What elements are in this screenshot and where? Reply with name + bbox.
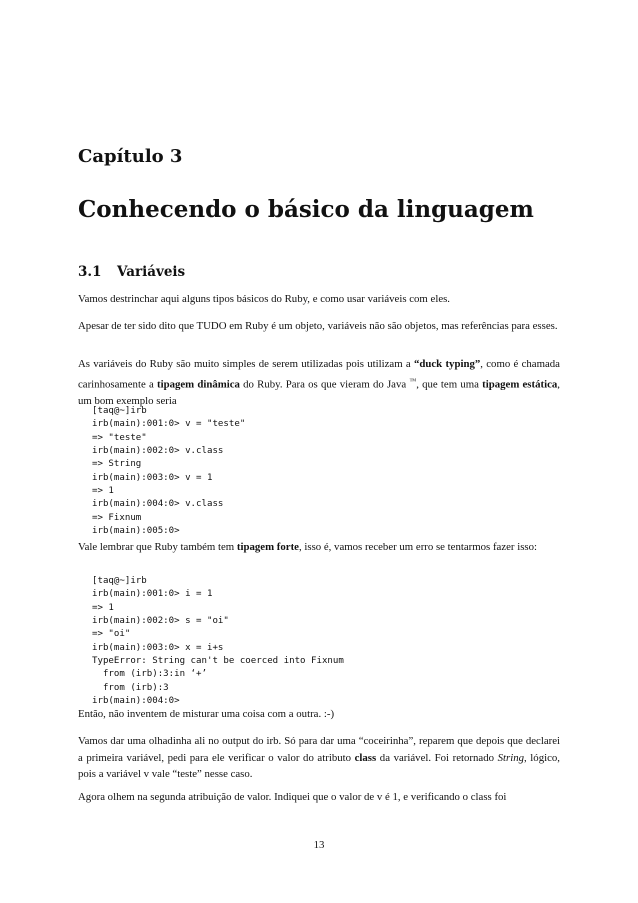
paragraph-irb-output bbox=[78, 733, 560, 783]
text-run: do Ruby. Para os que vieram do Java bbox=[239, 378, 410, 391]
paragraph-intro: Vamos destrinchar aqui alguns tipos básicos do Ruby, e como usar variáveis com eles. bbox=[78, 293, 451, 305]
text-run: , como é chamada carinhosamente a bbox=[78, 358, 560, 391]
bold-term-strong-typing: tipagem forte bbox=[236, 541, 299, 553]
code-block-dynamic-typing: [taq@~]irb irb(main):001:0> v = "teste" => "teste" irb(main):002:0> v.class => String irb(main):003:0> v = 1 => 1 irb(main):004:0> v.class => Fixnum irb(main):005:0> bbox=[92, 406, 246, 537]
paragraph-objects: Apesar de ter sido dito que TUDO em Ruby é um objeto, variáveis não são objetos, mas referências para esses. bbox=[78, 320, 558, 332]
text-run: , um bom exemplo seria bbox=[78, 378, 560, 407]
paragraph-second-assignment: Agora olhem na segunda atribuição de valor. Indiquei que o valor de v é 1, e verificando o class foi bbox=[78, 791, 507, 803]
bold-term-static-typing: tipagem estática bbox=[482, 378, 558, 391]
text-run: , que tem uma bbox=[416, 378, 483, 391]
paragraph-strong-typing bbox=[78, 539, 560, 556]
bold-term-class: class bbox=[354, 751, 377, 764]
code-block-strong-typing: [taq@~]irb irb(main):001:0> i = 1 => 1 irb(main):002:0> s = "oi" => "oi" irb(main):003:0> x = i+s TypeError: String can't be coerced into Fixnum from (irb):3:in ‘+’ from (irb):3 irb(main):004:0> bbox=[92, 576, 344, 707]
text-run: , isso é, vamos receber um erro se tentarmos fazer isso: bbox=[298, 541, 538, 553]
section-title: Variáveis bbox=[117, 264, 186, 280]
chapter-title: Conhecendo o básico da linguagem bbox=[78, 196, 534, 223]
bold-term-dynamic-typing: tipagem dinâmica bbox=[156, 378, 240, 391]
chapter-label: Capítulo 3 bbox=[78, 146, 183, 167]
section-number: 3.1 bbox=[78, 264, 102, 280]
section-heading bbox=[78, 264, 185, 280]
text-run: Vale lembrar que Ruby também tem bbox=[78, 541, 237, 553]
bold-term-duck-typing: “duck typing” bbox=[413, 358, 481, 370]
text-run: Vamos dar uma olhadinha ali no output do irb. Só para dar uma “coceirinha”, reparem que depois que declarei a primeira variável, pedi para ele verificar o valor do atributo bbox=[78, 735, 560, 764]
text-run: , lógico, pois a variável v vale “teste” nesse caso. bbox=[78, 751, 560, 781]
paragraph-dont-mix: Então, não inventem de misturar uma coisa com a outra. :-) bbox=[78, 708, 335, 720]
text-run: da variável. Foi retornado bbox=[376, 751, 498, 764]
page-number: 13 bbox=[313, 839, 325, 851]
italic-term-string: String bbox=[497, 751, 525, 764]
paragraph-duck-typing bbox=[78, 356, 560, 410]
text-run: As variáveis do Ruby são muito simples de serem utilizadas pois utilizam a bbox=[78, 358, 414, 370]
trademark-symbol: ™ bbox=[409, 376, 417, 385]
